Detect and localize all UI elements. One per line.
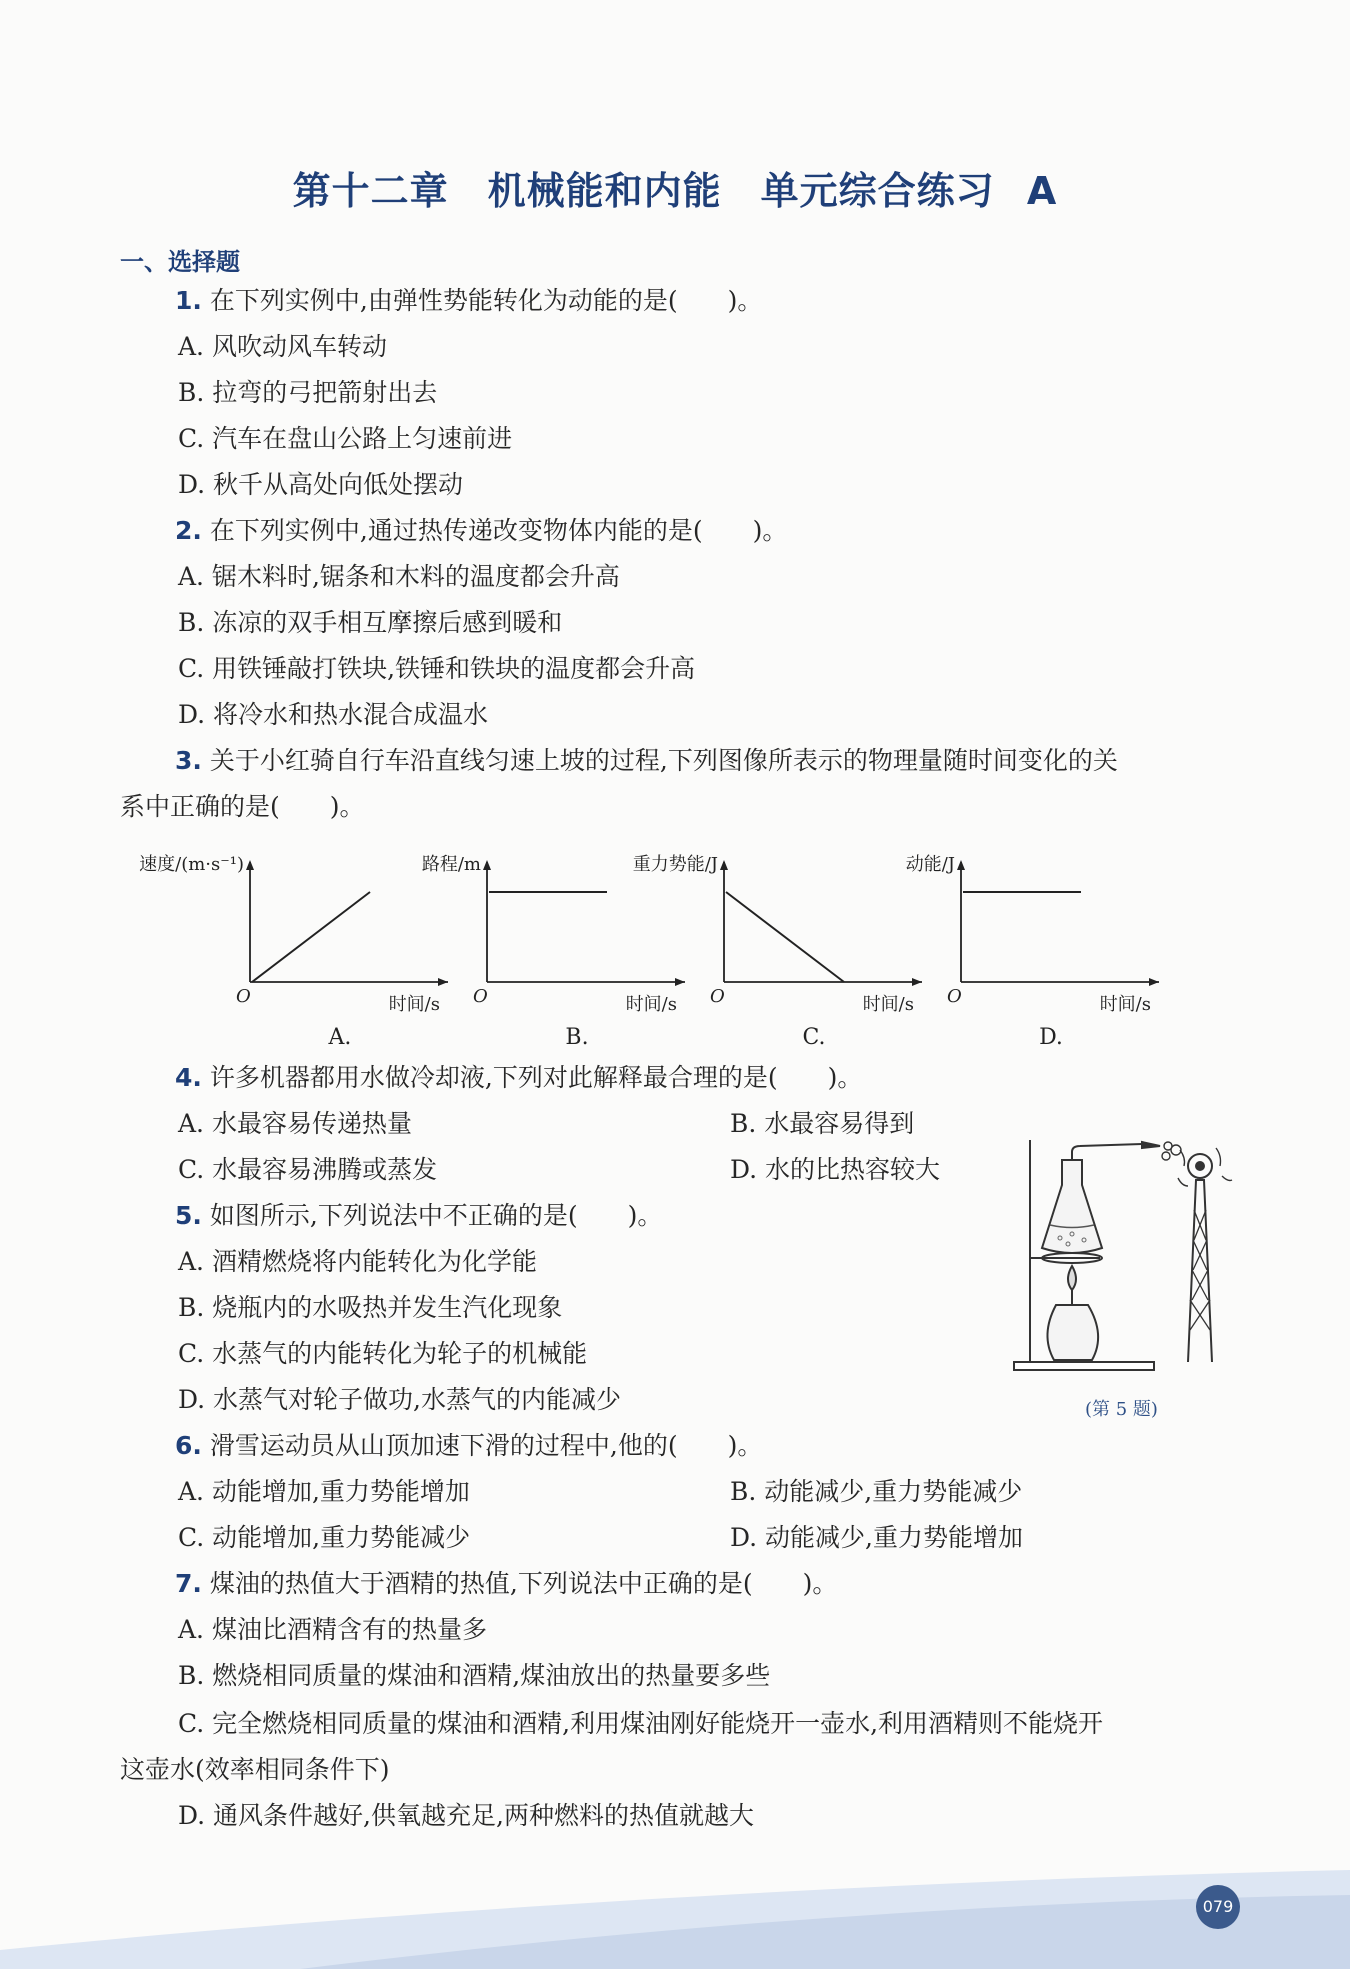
question-number: 6. xyxy=(175,1431,202,1460)
x-axis-label: 时间/s xyxy=(862,994,914,1015)
origin-label: O xyxy=(236,986,251,1007)
question-2 xyxy=(175,515,787,547)
option: C. 水最容易沸腾或蒸发 xyxy=(178,1155,438,1184)
x-axis-label: 时间/s xyxy=(388,994,440,1015)
option-label: B. xyxy=(565,1025,589,1050)
question-text: 关于小红骑自行车沿直线匀速上坡的过程,下列图像所表示的物理量随时间变化的关 xyxy=(209,746,1118,775)
question-text: 许多机器都用水做冷却液,下列对此解释最合理的是( )。 xyxy=(209,1063,863,1092)
x-axis-arrow xyxy=(438,978,448,986)
option: D. 动能减少,重力势能增加 xyxy=(730,1523,1023,1552)
option: A. 动能增加,重力势能增加 xyxy=(178,1477,470,1506)
steam-apparatus-figure xyxy=(1010,1130,1250,1380)
y-axis-label: 速度/(m·s⁻¹) xyxy=(139,854,244,875)
option: C. 动能增加,重力势能减少 xyxy=(178,1523,471,1552)
question-text: 煤油的热值大于酒精的热值,下列说法中正确的是( )。 xyxy=(209,1569,838,1598)
option-cont: 这壶水(效率相同条件下) xyxy=(120,1755,390,1784)
option: D. 通风条件越好,供氧越充足,两种燃料的热值就越大 xyxy=(178,1801,754,1830)
x-axis-arrow xyxy=(912,978,922,986)
page-number: 079 xyxy=(1196,1885,1240,1929)
question-number: 1. xyxy=(175,286,202,315)
question-number: 2. xyxy=(175,516,202,545)
option: D. 水蒸气对轮子做功,水蒸气的内能减少 xyxy=(178,1385,621,1414)
question-number: 3. xyxy=(175,746,202,775)
option-label: D. xyxy=(1039,1025,1063,1050)
option: A. 水最容易传递热量 xyxy=(178,1109,412,1138)
y-axis-label: 路程/m xyxy=(421,854,481,875)
question-number: 5. xyxy=(175,1201,202,1230)
option: A. 煤油比酒精含有的热量多 xyxy=(178,1615,487,1644)
origin-label: O xyxy=(947,986,962,1007)
data-line xyxy=(252,892,370,982)
option: A. 风吹动风车转动 xyxy=(178,332,387,361)
option: B. 拉弯的弓把箭射出去 xyxy=(178,378,438,407)
question-3 xyxy=(175,745,1118,777)
y-axis-arrow xyxy=(483,860,491,870)
option: C. 汽车在盘山公路上匀速前进 xyxy=(178,424,513,453)
option: A. 酒精燃烧将内能转化为化学能 xyxy=(178,1247,537,1276)
question-text: 滑雪运动员从山顶加速下滑的过程中,他的( )。 xyxy=(209,1431,763,1460)
option: D. 秋千从高处向低处摆动 xyxy=(178,470,464,499)
q3-graphs xyxy=(110,840,1260,1055)
option: B. 燃烧相同质量的煤油和酒精,煤油放出的热量要多些 xyxy=(178,1661,771,1690)
y-axis-arrow xyxy=(957,860,965,870)
option: C. 完全燃烧相同质量的煤油和酒精,利用煤油刚好能烧开一壶水,利用酒精则不能烧开 xyxy=(178,1709,1104,1738)
option: B. 烧瓶内的水吸热并发生汽化现象 xyxy=(178,1293,563,1322)
question-7 xyxy=(175,1568,837,1600)
option-label: A. xyxy=(328,1025,352,1050)
option: D. 水的比热容较大 xyxy=(730,1155,941,1184)
x-axis-label: 时间/s xyxy=(625,994,677,1015)
question-4 xyxy=(175,1062,862,1094)
origin-label: O xyxy=(710,986,725,1007)
section-heading: 一、选择题 xyxy=(120,248,240,276)
question-number: 4. xyxy=(175,1063,202,1092)
figure-caption: (第 5 题) xyxy=(1085,1399,1158,1420)
question-number: 7. xyxy=(175,1569,202,1598)
data-line xyxy=(726,892,844,982)
y-axis-label: 重力势能/J xyxy=(632,854,718,875)
option: B. 水最容易得到 xyxy=(730,1109,915,1138)
option: C. 水蒸气的内能转化为轮子的机械能 xyxy=(178,1339,588,1368)
question-text: 如图所示,下列说法中不正确的是( )。 xyxy=(209,1201,663,1230)
question-text: 在下列实例中,通过热传递改变物体内能的是( )。 xyxy=(209,516,788,545)
question-text: 在下列实例中,由弹性势能转化为动能的是( )。 xyxy=(209,286,763,315)
option-label: C. xyxy=(802,1025,826,1050)
y-axis-arrow xyxy=(246,860,254,870)
option: C. 用铁锤敲打铁块,铁锤和铁块的温度都会升高 xyxy=(178,654,696,683)
option: B. 动能减少,重力势能减少 xyxy=(730,1477,1023,1506)
question-5 xyxy=(175,1200,662,1232)
x-axis-arrow xyxy=(1149,978,1159,986)
question-6 xyxy=(175,1430,762,1462)
origin-label: O xyxy=(473,986,488,1007)
y-axis-label: 动能/J xyxy=(905,854,955,875)
x-axis-arrow xyxy=(675,978,685,986)
question-text-cont: 系中正确的是( )。 xyxy=(120,792,365,821)
option: B. 冻凉的双手相互摩擦后感到暖和 xyxy=(178,608,563,637)
option: D. 将冷水和热水混合成温水 xyxy=(178,700,489,729)
x-axis-label: 时间/s xyxy=(1099,994,1151,1015)
question-1 xyxy=(175,285,762,317)
bottom-band xyxy=(0,1840,1350,1969)
y-axis-arrow xyxy=(720,860,728,870)
option: A. 锯木料时,锯条和木料的温度都会升高 xyxy=(178,562,620,591)
page-title: 第十二章 机械能和内能 单元综合练习 A xyxy=(292,169,1058,213)
